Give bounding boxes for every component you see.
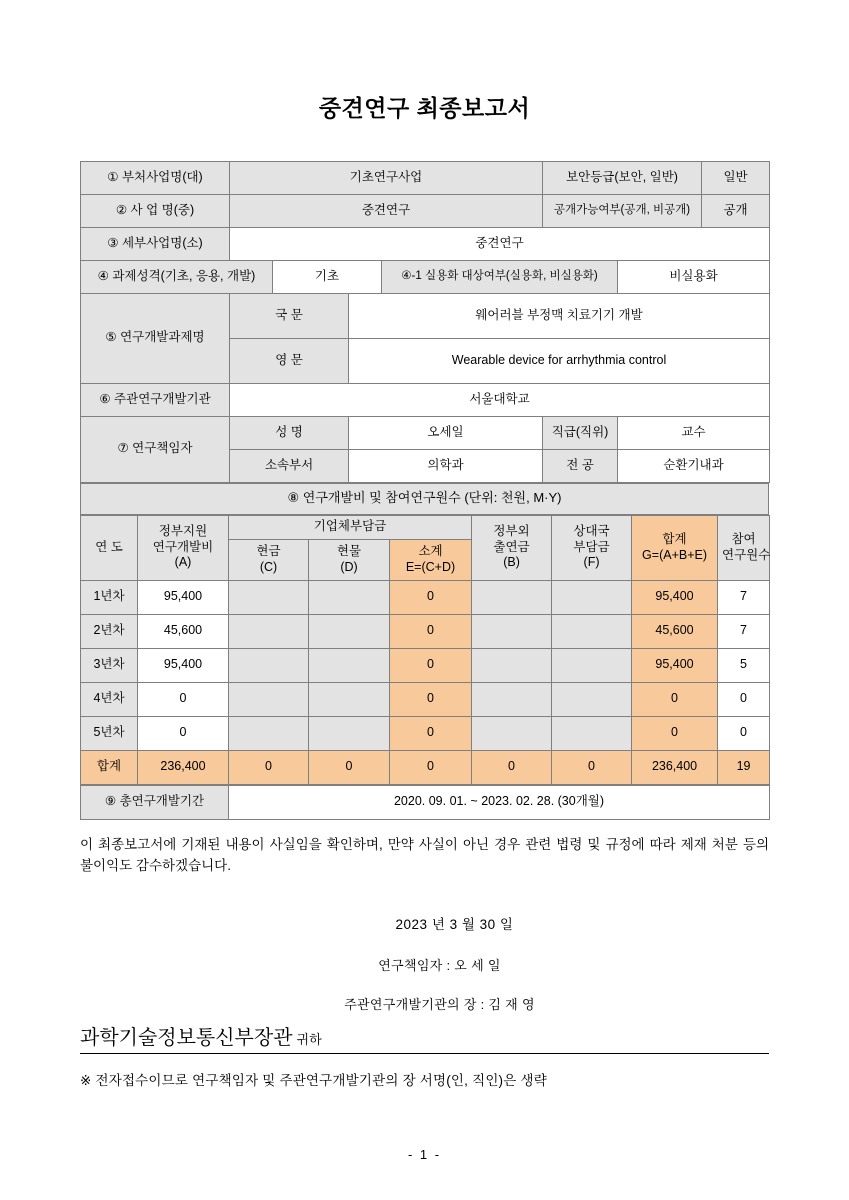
partner-line2: 부담금 bbox=[573, 539, 610, 554]
budget-section-title: ⑧ 연구개발비 및 참여연구원수 (단위: 천원, M·Y) bbox=[81, 483, 769, 514]
cell-researchers: 0 bbox=[718, 716, 770, 750]
row-label-year: 2년차 bbox=[81, 614, 138, 648]
table-row bbox=[81, 227, 770, 260]
cell-partner bbox=[552, 580, 632, 614]
cell-inkind bbox=[309, 614, 390, 648]
cell-cash bbox=[229, 614, 309, 648]
cell-researchers: 7 bbox=[718, 614, 770, 648]
col-header-company-contribution: 기업체부담금 bbox=[229, 515, 472, 539]
research-period-table bbox=[80, 785, 770, 820]
nongov-line3: (B) bbox=[503, 555, 520, 570]
cell-total: 0 bbox=[632, 682, 718, 716]
cell-subtotal: 0 bbox=[390, 614, 472, 648]
table-row bbox=[81, 293, 770, 338]
disclosure-value: 공개 bbox=[702, 194, 770, 227]
cell-gov-support: 45,600 bbox=[138, 614, 229, 648]
row-label-year: 4년차 bbox=[81, 682, 138, 716]
gov-support-line2: 연구개발비 bbox=[152, 539, 214, 554]
project-nature-label: ④ 과제성격(기초, 응용, 개발) bbox=[81, 260, 273, 293]
pi-major-label: 전 공 bbox=[543, 449, 618, 482]
total-nongov: 0 bbox=[472, 750, 552, 784]
row-label-year: 5년차 bbox=[81, 716, 138, 750]
subtotal-line1: 소계 bbox=[418, 543, 443, 558]
inkind-line2: (D) bbox=[340, 559, 358, 574]
korean-title-label: 국 문 bbox=[230, 293, 349, 338]
cell-cash bbox=[229, 580, 309, 614]
col-header-grand-total bbox=[632, 515, 718, 580]
table-row bbox=[81, 383, 770, 416]
sub-program-value: 중견연구 bbox=[230, 227, 770, 260]
col-header-researchers bbox=[718, 515, 770, 580]
table-header-row bbox=[81, 515, 770, 539]
table-row bbox=[81, 483, 769, 514]
col-header-nongov-grant bbox=[472, 515, 552, 580]
commercialization-label: ④-1 실용화 대상여부(실용화, 비실용화) bbox=[382, 260, 618, 293]
cell-total: 95,400 bbox=[632, 648, 718, 682]
cell-nongov bbox=[472, 580, 552, 614]
cell-researchers: 7 bbox=[718, 580, 770, 614]
ministry-program-value: 기초연구사업 bbox=[230, 161, 543, 194]
cell-partner bbox=[552, 682, 632, 716]
declaration-statement: 이 최종보고서에 기재된 내용이 사실임을 확인하며, 만약 사실이 아닌 경우 관련 법령 및 규정에 따라 제재 처분 등의 불이익도 감수하겠습니다. bbox=[80, 836, 769, 874]
total-partner: 0 bbox=[552, 750, 632, 784]
host-institution-value: 서울대학교 bbox=[230, 383, 770, 416]
project-title-label: ⑤ 연구개발과제명 bbox=[81, 293, 230, 383]
table-row bbox=[81, 716, 770, 750]
project-nature-value: 기초 bbox=[273, 260, 382, 293]
budget-section-title-table bbox=[80, 483, 769, 515]
sub-program-label: ③ 세부사업명(소) bbox=[81, 227, 230, 260]
minister-honorific: 귀하 bbox=[296, 1032, 322, 1048]
cell-gov-support: 0 bbox=[138, 682, 229, 716]
cell-gov-support: 0 bbox=[138, 716, 229, 750]
cell-inkind bbox=[309, 648, 390, 682]
table-row bbox=[81, 682, 770, 716]
security-grade-label: 보안등급(보안, 일반) bbox=[543, 161, 702, 194]
cell-partner bbox=[552, 614, 632, 648]
total-row-label: 합계 bbox=[81, 750, 138, 784]
security-grade-value: 일반 bbox=[702, 161, 770, 194]
pi-major-value: 순환기내과 bbox=[618, 449, 770, 482]
cell-nongov bbox=[472, 648, 552, 682]
col-header-inkind bbox=[309, 539, 390, 580]
page-number: - 1 - bbox=[407, 1147, 442, 1162]
korean-title-value: 웨어러블 부정맥 치료기기 개발 bbox=[349, 293, 770, 338]
electronic-submission-note: ※ 전자접수이므로 연구책임자 및 주관연구개발기관의 장 서명(인, 직인)은 생략 bbox=[80, 1073, 547, 1089]
pi-department-label: 소속부서 bbox=[230, 449, 349, 482]
disclosure-label: 공개가능여부(공개, 비공개) bbox=[543, 194, 702, 227]
pi-department-value: 의학과 bbox=[349, 449, 543, 482]
cell-cash bbox=[229, 716, 309, 750]
pi-name-value: 오세일 bbox=[349, 416, 543, 449]
page-title: 중견연구 최종보고서 bbox=[318, 95, 531, 121]
pi-position-value: 교수 bbox=[618, 416, 770, 449]
gov-support-line3: (A) bbox=[174, 555, 192, 570]
cash-line2: (C) bbox=[259, 559, 278, 574]
col-header-gov-support bbox=[138, 515, 229, 580]
cash-line1: 현금 bbox=[256, 543, 281, 558]
english-title-value: Wearable device for arrhythmia control bbox=[349, 338, 770, 383]
cell-total: 0 bbox=[632, 716, 718, 750]
minister-title: 과학기술정보통신부장관 bbox=[80, 1027, 293, 1050]
cell-subtotal: 0 bbox=[390, 580, 472, 614]
commercialization-value: 비실용화 bbox=[618, 260, 770, 293]
col-header-partner-country bbox=[552, 515, 632, 580]
researchers-line2: 연구원수 bbox=[722, 547, 771, 562]
table-row bbox=[81, 416, 770, 449]
total-grand: 236,400 bbox=[632, 750, 718, 784]
cell-gov-support: 95,400 bbox=[138, 648, 229, 682]
total-inkind: 0 bbox=[309, 750, 390, 784]
col-header-cash bbox=[229, 539, 309, 580]
principal-investigator-label: ⑦ 연구책임자 bbox=[81, 416, 230, 482]
table-row bbox=[81, 648, 770, 682]
ministry-program-label: ① 부처사업명(대) bbox=[81, 161, 230, 194]
total-line2: G=(A+B+E) bbox=[642, 547, 708, 562]
table-row bbox=[81, 194, 770, 227]
total-subtotal: 0 bbox=[390, 750, 472, 784]
cell-inkind bbox=[309, 580, 390, 614]
cell-researchers: 5 bbox=[718, 648, 770, 682]
gov-support-line1: 정부지원 bbox=[158, 524, 208, 539]
cell-partner bbox=[552, 648, 632, 682]
subtotal-line2: E=(C+D) bbox=[405, 559, 456, 574]
table-row bbox=[81, 580, 770, 614]
program-name-value: 중견연구 bbox=[230, 194, 543, 227]
cell-partner bbox=[552, 716, 632, 750]
table-row bbox=[81, 161, 770, 194]
total-researchers: 19 bbox=[718, 750, 770, 784]
table-row bbox=[81, 785, 770, 819]
cell-subtotal: 0 bbox=[390, 648, 472, 682]
cell-subtotal: 0 bbox=[390, 716, 472, 750]
table-total-row bbox=[81, 750, 770, 784]
cell-inkind bbox=[309, 682, 390, 716]
cell-gov-support: 95,400 bbox=[138, 580, 229, 614]
row-label-year: 1년차 bbox=[81, 580, 138, 614]
budget-table bbox=[80, 515, 770, 785]
project-info-table bbox=[80, 161, 770, 483]
pi-position-label: 직급(직위) bbox=[543, 416, 618, 449]
english-title-label: 영 문 bbox=[230, 338, 349, 383]
nongov-line1: 정부외 bbox=[493, 524, 530, 539]
institution-head-signature: 주관연구개발기관의 장 : 김 재 영 bbox=[344, 997, 535, 1013]
cell-inkind bbox=[309, 716, 390, 750]
research-period-label: ⑨ 총연구개발기간 bbox=[81, 785, 229, 819]
total-gov-support: 236,400 bbox=[138, 750, 229, 784]
cell-nongov bbox=[472, 682, 552, 716]
cell-nongov bbox=[472, 614, 552, 648]
col-header-year: 연 도 bbox=[81, 515, 138, 580]
table-row bbox=[81, 260, 770, 293]
row-label-year: 3년차 bbox=[81, 648, 138, 682]
cell-total: 95,400 bbox=[632, 580, 718, 614]
partner-line3: (F) bbox=[583, 555, 600, 570]
pi-name-label: 성 명 bbox=[230, 416, 349, 449]
cell-researchers: 0 bbox=[718, 682, 770, 716]
researchers-line1: 참여 bbox=[731, 531, 756, 546]
minister-addressee-row bbox=[80, 1021, 769, 1054]
cell-total: 45,600 bbox=[632, 614, 718, 648]
research-period-value: 2020. 09. 01. ~ 2023. 02. 28. (30개월) bbox=[229, 785, 770, 819]
submission-date: 2023 년 3 월 30 일 bbox=[395, 917, 514, 933]
inkind-line1: 현물 bbox=[336, 543, 362, 558]
table-row bbox=[81, 614, 770, 648]
program-name-label: ② 사 업 명(중) bbox=[81, 194, 230, 227]
cell-cash bbox=[229, 648, 309, 682]
host-institution-label: ⑥ 주관연구개발기관 bbox=[81, 383, 230, 416]
cell-subtotal: 0 bbox=[390, 682, 472, 716]
researcher-signature: 연구책임자 : 오 세 일 bbox=[378, 958, 501, 974]
partner-line1: 상대국 bbox=[573, 524, 610, 539]
cell-cash bbox=[229, 682, 309, 716]
cell-nongov bbox=[472, 716, 552, 750]
total-cash: 0 bbox=[229, 750, 309, 784]
total-line1: 합계 bbox=[662, 531, 687, 546]
nongov-line2: 출연금 bbox=[493, 539, 530, 554]
col-header-subtotal bbox=[390, 539, 472, 580]
